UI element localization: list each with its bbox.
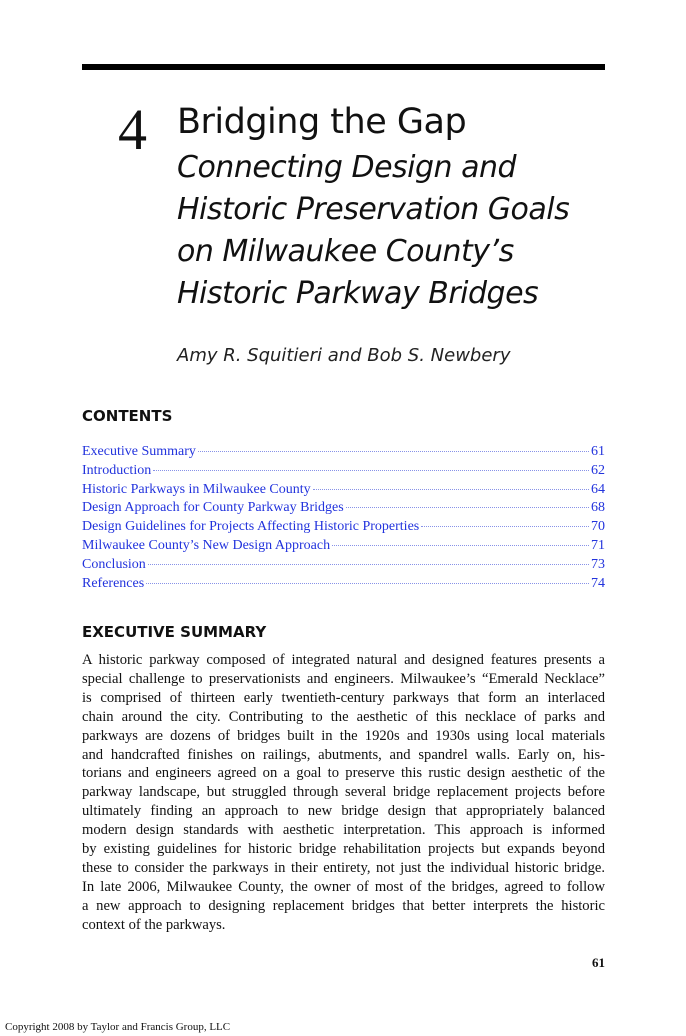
toc-entry-label[interactable]: References — [82, 575, 145, 591]
copyright-notice: Copyright 2008 by Taylor and Francis Group, LLC — [5, 1021, 231, 1033]
body-text-line: is comprised of thirteen early twentieth-century parkways that form an interlaced — [82, 689, 605, 706]
toc-leader-dots — [346, 507, 589, 508]
toc-leader-dots — [148, 564, 589, 565]
toc-entry[interactable] — [82, 444, 605, 463]
chapter-subtitle-line: Historic Preservation Goals — [177, 192, 570, 227]
chapter-subtitle-line: Connecting Design and — [177, 150, 517, 185]
toc-leader-dots — [198, 451, 589, 452]
body-text-line: these to consider the parkways in their entirety, not just the individual historic bridge. — [82, 859, 605, 876]
body-text-line: chain around the city. Contributing to the aesthetic of this necklace of parks and — [82, 708, 605, 725]
body-text-line: a new approach to designing replacement bridges that better interprets the historic — [82, 897, 605, 914]
toc-entry[interactable] — [82, 463, 605, 482]
body-text-line: modern design standards with aesthetic interpretation. This approach is informed — [82, 822, 605, 839]
toc-entry-page[interactable]: 70 — [591, 519, 605, 535]
toc-entry-page[interactable]: 62 — [591, 462, 605, 478]
toc-entry-page[interactable]: 61 — [591, 444, 605, 459]
body-text-line: parkways are dozens of bridges built in the 1920s and 1930s using local materials — [82, 727, 605, 744]
toc-entry-page[interactable]: 74 — [591, 575, 605, 591]
body-text-line: by existing guidelines for historic bridge rehabilitation projects but expands beyond — [82, 841, 605, 858]
chapter-rule — [82, 64, 605, 70]
toc-leader-dots — [146, 583, 589, 584]
body-text-line: torians and engineers agreed on a goal to preserve this rustic design aesthetic of the — [82, 765, 605, 782]
toc-entry-label[interactable]: Executive Summary — [82, 444, 196, 459]
toc-leader-dots — [332, 545, 589, 546]
section-body — [82, 651, 605, 935]
body-text-line: special challenge to preservationists and engineers. Milwaukee’s “Emerald Necklace” — [82, 670, 605, 687]
toc-entry-page[interactable]: 68 — [591, 500, 605, 516]
chapter-number: 4 — [118, 97, 147, 162]
toc-entry-page[interactable]: 64 — [591, 481, 605, 497]
toc-leader-dots — [153, 470, 589, 471]
toc-entry-label[interactable]: Milwaukee County’s New Design Approach — [82, 537, 331, 553]
body-text-line: In late 2006, Milwaukee County, the owner of most of the bridges, agreed to follow — [82, 878, 605, 895]
chapter-subtitle-line: on Milwaukee County’s — [177, 234, 514, 269]
toc-entry[interactable] — [82, 500, 605, 519]
contents-heading: CONTENTS — [82, 407, 173, 425]
toc-entry-page[interactable]: 71 — [591, 537, 605, 553]
toc-leader-dots — [421, 526, 589, 527]
toc-entry-label[interactable]: Historic Parkways in Milwaukee County — [82, 481, 311, 497]
body-text-line: A historic parkway composed of integrated natural and designed features presents a — [82, 652, 605, 668]
body-text-line: parkway landscape, but struggled through several bridge replacement projects before — [82, 784, 605, 801]
toc-entry-label[interactable]: Design Guidelines for Projects Affecting Historic Properties — [82, 519, 420, 535]
toc-entry[interactable] — [82, 538, 605, 557]
toc-entry[interactable] — [82, 482, 605, 501]
toc-entry[interactable] — [82, 519, 605, 538]
toc-entry-label[interactable]: Conclusion — [82, 556, 146, 572]
body-text-line: context of the parkways. — [82, 916, 226, 933]
chapter-authors: Amy R. Squitieri and Bob S. Newbery — [177, 345, 511, 366]
body-text-line: and handcrafted finishes on railings, abutments, and spandrel walls. Early on, his- — [82, 746, 605, 763]
toc-entry[interactable] — [82, 557, 605, 576]
table-of-contents — [82, 444, 605, 594]
toc-entry-label[interactable]: Design Approach for County Parkway Bridges — [82, 500, 344, 516]
page-number: 61 — [592, 955, 605, 970]
toc-entry-page[interactable]: 73 — [591, 556, 605, 572]
section-heading: EXECUTIVE SUMMARY — [82, 623, 267, 641]
toc-entry[interactable] — [82, 576, 605, 595]
toc-entry-label[interactable]: Introduction — [82, 462, 152, 478]
body-text-line: ultimately finding an approach to new bridge design that appropriately balanced — [82, 803, 605, 820]
chapter-title: Bridging the Gap — [177, 102, 467, 142]
chapter-subtitle-line: Historic Parkway Bridges — [177, 276, 539, 311]
toc-leader-dots — [313, 489, 589, 490]
